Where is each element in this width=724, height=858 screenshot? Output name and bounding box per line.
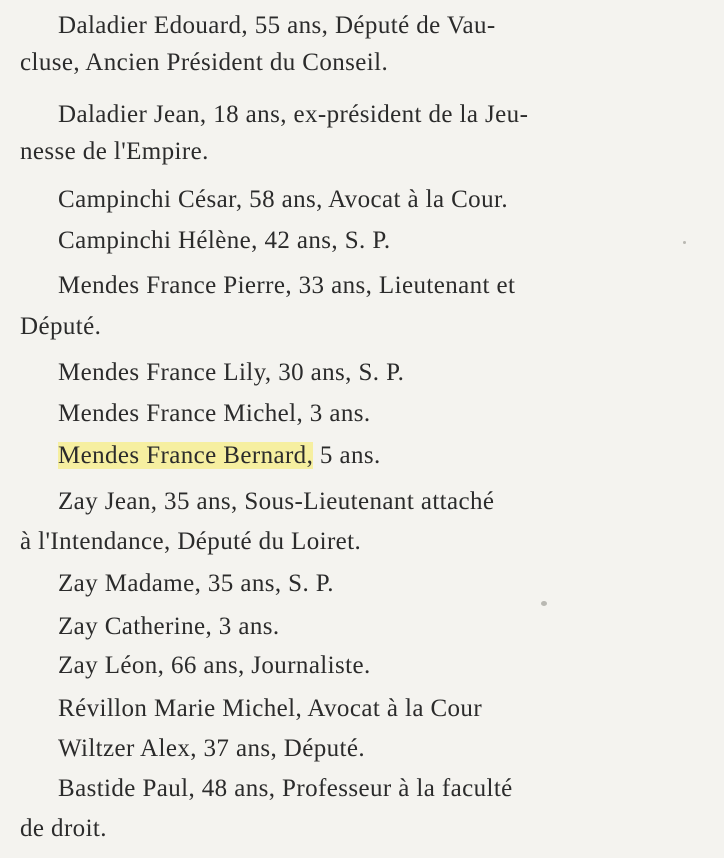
- entry-line: de droit.: [20, 815, 107, 842]
- entry-line: Daladier Jean, 18 ans, ex-président de la Jeu-: [58, 101, 529, 128]
- entry-line: [58, 438, 381, 474]
- entry-line: Campinchi Hélène, 42 ans, S. P.: [58, 227, 391, 254]
- entry-detail: 5 ans.: [313, 442, 381, 469]
- entry-line: Zay Madame, 35 ans, S. P.: [58, 570, 334, 597]
- entry-line: nesse de l'Empire.: [20, 138, 209, 165]
- entry-line: Wiltzer Alex, 37 ans, Député.: [58, 735, 366, 762]
- entry-line: Révillon Marie Michel, Avocat à la Cour: [58, 695, 483, 722]
- entry-line: Zay Catherine, 3 ans.: [58, 613, 280, 640]
- entry-line: Campinchi César, 58 ans, Avocat à la Cour.: [58, 186, 508, 213]
- highlighted-name: Mendes France Bernard,: [58, 442, 314, 469]
- entry-line: Mendes France Michel, 3 ans.: [58, 400, 371, 427]
- entry-line: Mendes France Pierre, 33 ans, Lieutenant et: [58, 272, 516, 299]
- entry-line: à l'Intendance, Député du Loiret.: [20, 528, 362, 555]
- entry-line: Zay Léon, 66 ans, Journaliste.: [58, 652, 371, 679]
- entry-line: Mendes France Lily, 30 ans, S. P.: [58, 359, 405, 386]
- entry-line: Zay Jean, 35 ans, Sous-Lieutenant attaché: [58, 488, 495, 515]
- entry-line: Daladier Edouard, 55 ans, Député de Vau-: [58, 12, 496, 39]
- paper-speck: [683, 241, 686, 244]
- entry-line: cluse, Ancien Président du Conseil.: [20, 49, 389, 76]
- entry-line: Député.: [20, 313, 102, 340]
- paper-speck: [541, 601, 547, 606]
- entry-line: Bastide Paul, 48 ans, Professeur à la faculté: [58, 775, 513, 802]
